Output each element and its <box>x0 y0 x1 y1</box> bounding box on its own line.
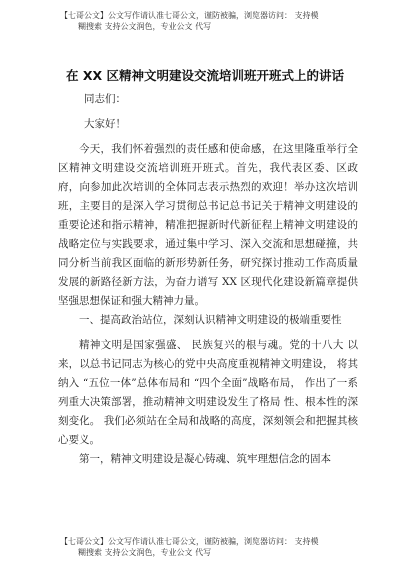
document-body <box>58 90 358 469</box>
page-header-watermark <box>60 10 360 32</box>
paragraph-section-1: 精神文明是国家强盛、 民族复兴的根与魂。党的十八大 以来，以总书记同志为核心的党中央高度重视精神文明建设， 将其纳入 “五位一体”总体布局和 “四个全面”战略布局， 作出了一系列重大决策部署，推动精神文明建设发生了格局 性、根本性的深刻变化。 我们必须站在全局和战略的高度，深刻领会和把握其核心要义。 <box>58 339 358 446</box>
footer-line-2: 糊搜索 支持公文润色，专业公文 代写 <box>78 548 212 557</box>
salutation-comrades: 同志们： <box>84 93 126 105</box>
footer-line-1: 【七哥公文】公文写作请认准七哥公文，谨防被骗，浏览器访问： 支持模 <box>60 537 319 546</box>
paragraph-point-1: 第一，精神文明建设是凝心铸魂、筑牢理想信念的固本 <box>79 453 331 465</box>
header-line-2: 糊搜索 支持公文润色，专业公文 代写 <box>78 22 212 31</box>
section-heading-1: 一、提高政治站位，深刻认识精神文明建设的极端重要性 <box>79 314 342 326</box>
paragraph-opening: 今天，我们怀着强烈的责任感和使命感，在这里隆重举行全区精神文明建设交流培训班开班式。首先，我代表区委、区政府，向参加此次培训的全体同志表示热烈的欢迎！举办这次培训班，主要目的是深入学习贯彻总书记总书记关于精神文明建设的重要论述和指示精神，精准把握新时代新征程上精神文明建设的战略定位与实践要求，通过集中学习、深入交流和思想碰撞，共同分析当前我区面临的新形势新任务，研究探讨推动工作高质量发展的新路径新方法，为奋力谱写 XX 区现代化建设新篇章提供坚强思想保证和强大精神力量。 <box>58 143 358 307</box>
page-footer-watermark <box>60 536 360 558</box>
salutation-greeting: 大家好！ <box>84 118 126 130</box>
document-title: 在 XX 区精神文明建设交流培训班开班式上的讲话 <box>66 68 344 83</box>
header-line-1: 【七哥公文】公文写作请认准七哥公文，谨防被骗，浏览器访问： 支持模 <box>60 11 319 20</box>
